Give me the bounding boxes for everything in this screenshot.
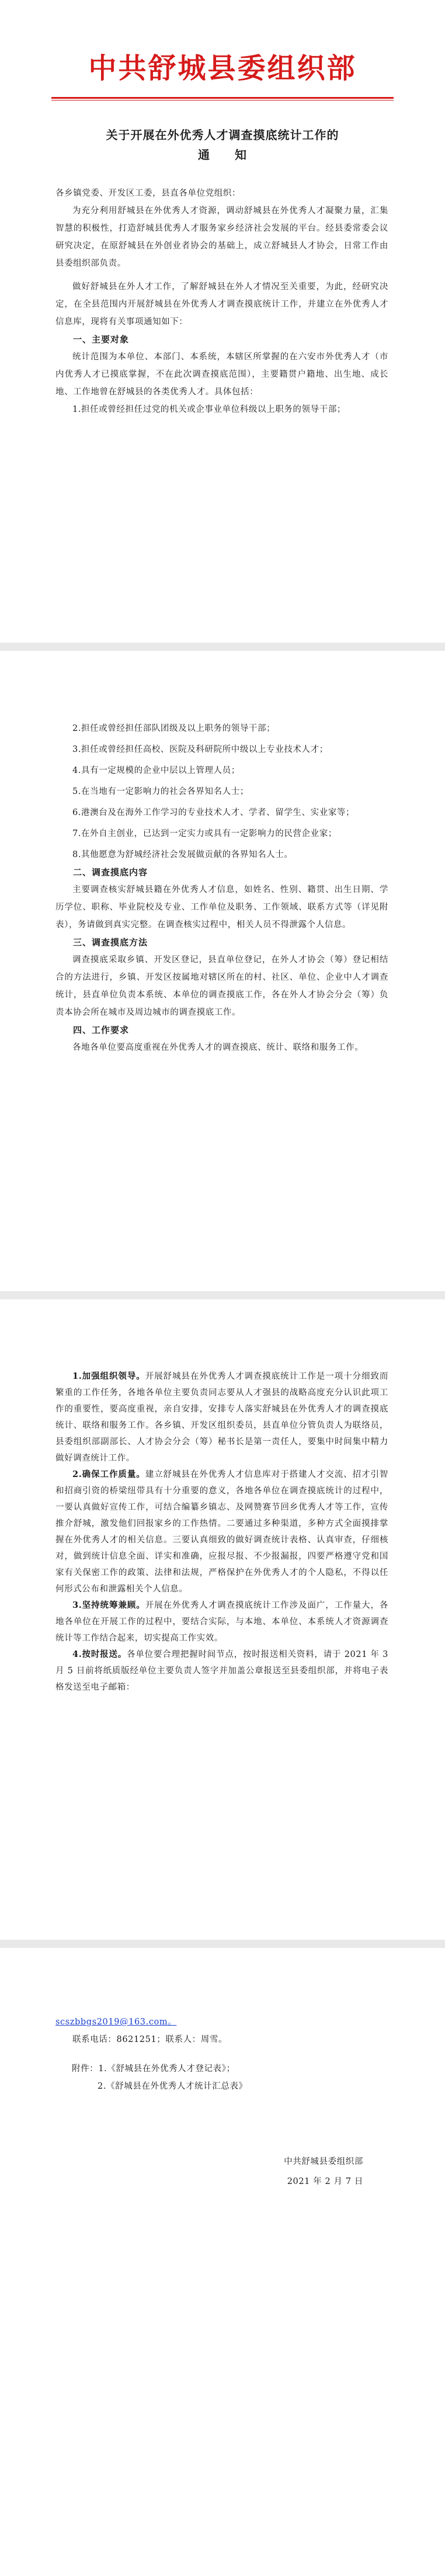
title-line-2: 通 知 [198,148,247,162]
list-item-3: 3.担任或曾经担任高校、医院及科研院所中级以上专业技术人才； [72,745,328,754]
org-letterhead-title: 中共舒城县委组织部 [88,52,357,85]
email-link[interactable]: scszbbgs2019@163.com。 [55,2017,177,2027]
email-line [55,2013,388,2031]
page-separator [0,1940,445,1948]
document-page-4 [0,1948,445,2576]
document-title [0,125,445,165]
list-item-6: 6.港澳台及在海外工作学习的专业技术人才、学者、留学生、实业家等； [72,808,355,817]
page-1-body [55,185,388,418]
attachment-1 [72,2060,388,2078]
page-2-body [55,720,388,1056]
list-item-4: 4.具有一定规模的企业中层以上管理人员； [72,766,240,775]
contact-line: 联系电话：8621251；联系人：周雪。 [72,2035,228,2044]
section-heading-2: 二、调查摸底内容 [73,867,148,878]
attachments-label: 附件： [72,2064,99,2074]
page-3-body [55,1368,388,1696]
requirement-1-text: 开展舒城县在外优秀人才调查摸底统计工作是一项十分细致而繁重的工作任务，各地各单位主要负责同志要从人才强县的战略高度充分认识此项工作的重要性，要高度重视，亲自安排，安排专人落实舒城县在外优秀人才的调查摸底统计、联络和服务工作。各乡镇、开发区组织委员，县直单位分管负责人为联络员，县委组织部副部长、人才协会分会（筹）秘书长是第一责任人，要集中时间集中精力做好调查统计工作。 [55,1372,388,1463]
attachment-2: 2.《舒城县在外优秀人才统计汇总表》 [98,2082,248,2091]
attachments-block [72,2060,388,2095]
signature-org: 中共舒城县委组织部 [284,2157,363,2166]
document-page-1 [0,0,445,643]
requirement-2 [55,1466,388,1597]
document-page-2 [0,651,445,1291]
section-heading-4: 四、工作要求 [73,1025,130,1035]
signature-date: 2021 年 2 月 7 日 [287,2177,363,2186]
section-heading-3: 三、调查摸底方法 [73,937,148,948]
page-separator [0,1291,445,1299]
paragraph-scope: 统计范围为本单位、本部门、本系统，本辖区所掌握的在六安市外优秀人才（市内优秀人才已摸底掌握，不在此次调查摸底范围），主要籍贯户籍地、出生地、成长地、工作地曾在舒城县的各类优秀人才。具体包括： [55,352,388,397]
paragraph-purpose: 做好舒城县在外人才工作，了解舒城县在外人才情况至关重要，为此，经研究决定，在全县范围内开展舒城县在外优秀人才调查摸底统计工作，并建立在外优秀人才信息库，现将有关事项通知如下： [55,282,388,327]
page-separator [0,643,445,651]
list-item-2: 2.担任或曾经担任部队团级及以上职务的领导干部； [72,724,276,733]
paragraph-requirements: 各地各单位要高度重视在外优秀人才的调查摸底、统计、联络和服务工作。 [72,1043,364,1052]
section-heading-1: 一、主要对象 [73,334,130,345]
list-item-7: 7.在外自主创业，已达到一定实力或具有一定影响力的民营企业家； [72,829,337,838]
list-item-5: 5.在当地有一定影响力的社会各界知名人士； [72,787,249,796]
paragraph-content: 主要调查核实舒城县籍在外优秀人才信息，如姓名、性别、籍贯、出生日期、学历学位、职称、毕业院校及专业、工作单位及职务、工作领域、联系方式等（详见附表），务请做到真实完整。在调查核实过程中，相关人员不得泄露个人信息。 [55,885,388,930]
requirement-2-text: 建立舒城县在外优秀人才信息库对于搭建人才交流、招才引智和招商引资的桥梁纽带具有十分重要的意义，各地各单位在调查摸底统计的过程中，一要认真做好宣传工作，可结合编纂乡镇志、及网赞赛节回乡优秀人才等工作，宣传推介舒城，激发他们回报家乡的工作热情。二要通过多种渠道，多种方式全面摸排掌握在外优秀人才的相关信息。三要认真细致的做好调查统计表格、认真审查，仔细核对，做到统计信息全面、详实和准确，应报尽报、不少报漏报，四要严格遵守党和国家有关保密工作的政策、法律和法规，严格保护在外优秀人才的个人隐私，不得以任何形式公布和泄露相关个人信息。 [55,1470,388,1594]
list-item-8: 8.其他愿意为舒城经济社会发展做贡献的各界知名人士。 [72,850,293,859]
requirement-3-text: 开展在外优秀人才调查摸底统计工作涉及面广，工作量大，各地各单位在开展工作的过程中，要结合实际，与本地、本单位、本系统人才资源调查统计等工作结合起来，切实提高工作实效。 [55,1601,388,1643]
list-item-1: 1.担任或曾经担任过党的机关或企事业单位科级以上职务的领导干部； [72,405,346,414]
requirement-1-lead: 1.加强组织领导。 [72,1371,145,1381]
requirement-2-lead: 2.确保工作质量。 [72,1469,145,1479]
requirement-4-lead: 4.按时报送。 [72,1649,127,1659]
requirement-3 [55,1597,388,1646]
requirement-3-lead: 3.坚持统筹兼顾。 [72,1600,145,1610]
requirement-4 [55,1646,388,1696]
attachment-1-text: 1.《舒城县在外优秀人才登记表》； [98,2064,235,2074]
document-page-3 [0,1299,445,1940]
paragraph-method: 调查摸底采取乡镇、开发区登记，县直单位登记，在外人才协会（筹）登记相结合的方法进行，乡镇、开发区按属地对辖区所在的村、社区、单位、企业中人才调查统计，县直单位负责本系统、本单位的调查摸底工作，各在外人才协会分会（筹）负责本协会所在城市及周边城市的调查摸底工作。 [55,955,388,1017]
requirement-4-text: 各单位要合理把握时间节点，按时报送相关资料，请于 2021 年 3 月 5 日前将纸质版经单位主要负责人签字并加盖公章报送至县委组织部，并将电子表格发送至电子邮箱： [55,1650,388,1692]
requirement-1 [55,1368,388,1466]
salutation: 各乡镇党委、开发区工委，县直各单位党组织： [55,189,241,198]
title-line-1: 关于开展在外优秀人才调查摸底统计工作的 [106,128,339,142]
paragraph-intro: 为充分利用舒城县在外优秀人才资源，调动舒城县在外优秀人才凝聚力量，汇集智慧的积极性，打造舒城县优秀人才服务家乡经济社会发展的平台。经县委常委会议研究决定，在原舒城县在外创业者协会的基础上，成立舒城县人才协会，日常工作由县委组织部负责。 [55,206,388,268]
page-4-body [55,2013,388,2095]
letterhead-red-rule [51,97,394,99]
